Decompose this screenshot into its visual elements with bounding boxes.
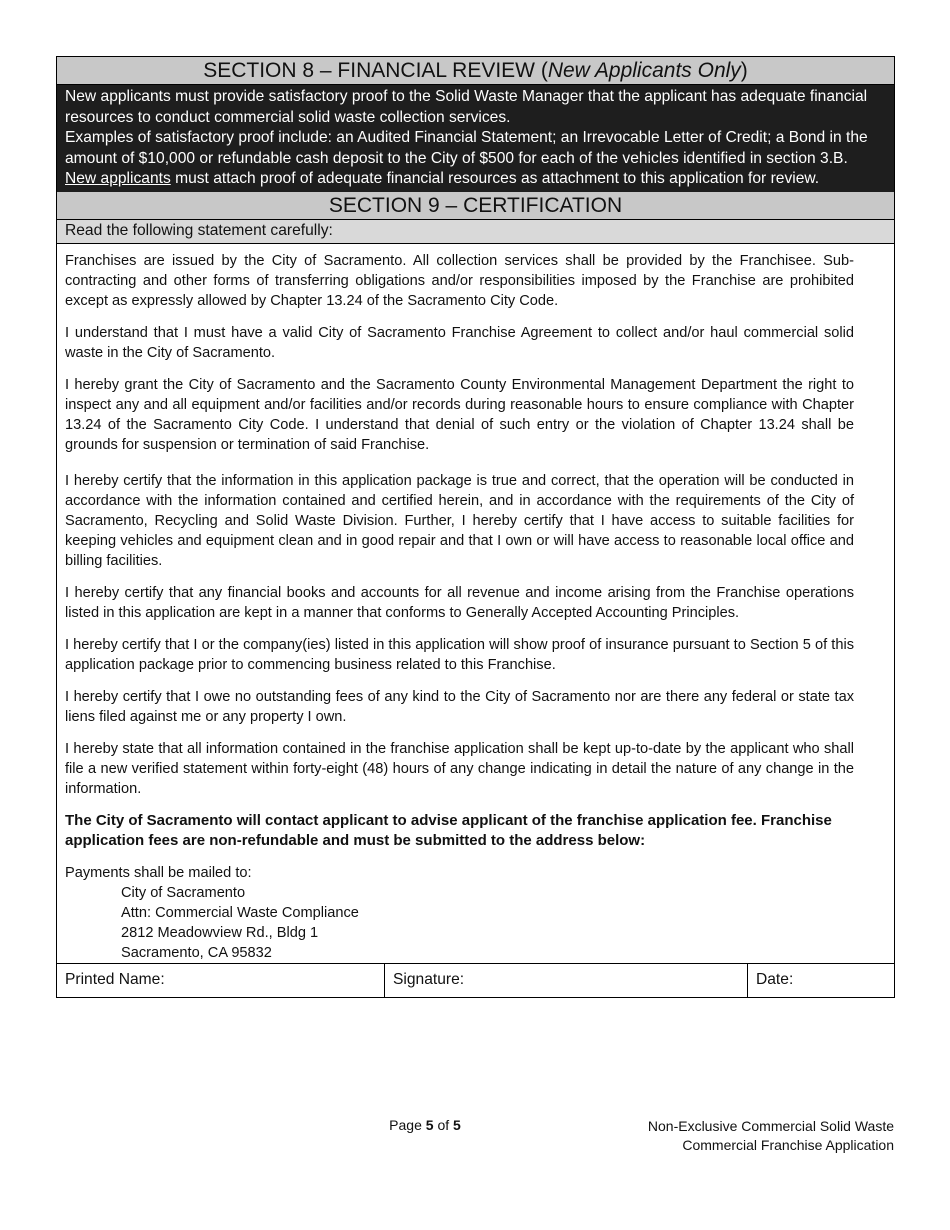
certification-subhead: Read the following statement carefully:	[57, 220, 894, 244]
section-8-title-close: )	[740, 59, 748, 82]
address-line: Sacramento, CA 95832	[121, 944, 272, 961]
page-number	[360, 1117, 490, 1133]
page-prefix: Page	[389, 1117, 426, 1133]
printed-name-label: Printed Name:	[65, 970, 165, 988]
section-8-header	[57, 57, 894, 85]
printed-name-field[interactable]	[57, 964, 385, 997]
date-field[interactable]	[748, 964, 894, 997]
address-line: Attn: Commercial Waste Compliance	[121, 904, 359, 921]
financial-review-para-1: New applicants must provide satisfactory proof to the Solid Waste Manager that the applicant has adequate financial resources to conduct commercial solid waste collection services.	[65, 88, 868, 126]
footer-title-line-2: Commercial Franchise Application	[682, 1137, 894, 1153]
financial-review-para-3	[65, 169, 886, 190]
date-label: Date:	[756, 970, 794, 988]
certification-paragraph: I hereby certify that I owe no outstanding fees of any kind to the City of Sacramento nor are there any federal or state tax liens filed against me or any property I own.	[65, 688, 854, 725]
payment-address-block	[65, 863, 854, 963]
application-form-page	[56, 56, 895, 998]
signature-label: Signature:	[393, 970, 465, 988]
certification-paragraph: I hereby certify that the information in this application package is true and correct, that the operation will be conducted in accordance with the information contained and certified herein, and in accordance with the requirements of the City of Sacramento, Recycling and Solid Waste Division. Further, I hereby certify that I have access to suitable facilities for keeping vehicles and equipment clean and in good repair and that I own or will have access to reasonable local office and billing facilities.	[65, 472, 854, 569]
certification-body	[57, 244, 894, 963]
page-total: 5	[453, 1117, 461, 1133]
financial-review-para-3-rest: must attach proof of adequate financial resources as attachment to this application for review.	[170, 170, 820, 187]
section-8-title-italic: New Applicants Only	[547, 59, 741, 82]
address-line: 2812 Meadowview Rd., Bldg 1	[121, 924, 319, 941]
signature-field[interactable]	[385, 964, 748, 997]
financial-review-box	[57, 85, 894, 192]
certification-paragraph: Franchises are issued by the City of Sacramento. All collection services shall be provided by the Franchisee. Sub-contracting and other forms of transferring obligations and/or responsibilities imposed by the Franchise are prohibited except as expressly allowed by Chapter 13.24 of the Sacramento City Code.	[65, 252, 854, 309]
signature-row	[57, 963, 894, 997]
page-of: of	[433, 1117, 454, 1133]
financial-review-para-2: Examples of satisfactory proof include: an Audited Financial Statement; an Irrevocable Letter of Credit; a Bond in the amount of $10,000 or refundable cash deposit to the City of $500 for each of the vehicles identified in section 3.B.	[65, 129, 868, 167]
footer-title-line-1: Non-Exclusive Commercial Solid Waste	[647, 1118, 894, 1134]
payments-label: Payments shall be mailed to:	[65, 864, 252, 881]
new-applicants-underlined: New applicants	[65, 170, 171, 187]
page-current: 5	[425, 1117, 434, 1133]
certification-paragraph: I hereby state that all information contained in the franchise application shall be kept up-to-date by the applicant who shall file a new verified statement within forty-eight (48) hours of any change indicating in detail the nature of any change in the information.	[65, 740, 854, 797]
section-9-header: SECTION 9 – CERTIFICATION	[57, 192, 894, 220]
certification-paragraph: I hereby grant the City of Sacramento and the Sacramento County Environmental Management Department the right to inspect any and all equipment and/or facilities and/or records during reasonable hours to ensure compliance with Chapter 13.24 of the Sacramento City Code. I understand that denial of such entry or the violation of Chapter 13.24 shall be grounds for suspension or termination of said Franchise.	[65, 376, 854, 453]
certification-paragraph: I hereby certify that any financial books and accounts for all revenue and income arising from the Franchise operations listed in this application are kept in a manner that conforms to Generally Accepted Accounting Principles.	[65, 584, 854, 621]
fee-notice: The City of Sacramento will contact applicant to advise applicant of the franchise application fee. Franchise application fees are non-refundable and must be submitted to the address below:	[65, 811, 832, 849]
certification-paragraph: I hereby certify that I or the company(ies) listed in this application will show proof of insurance pursuant to Section 5 of this application package prior to commencing business related to this Franchise.	[65, 636, 854, 673]
document-title-footer	[648, 1117, 894, 1155]
certification-paragraph: I understand that I must have a valid City of Sacramento Franchise Agreement to collect and/or haul commercial solid waste in the City of Sacramento.	[65, 324, 854, 361]
section-8-title: SECTION 8 – FINANCIAL REVIEW (	[203, 59, 548, 82]
address-line: City of Sacramento	[121, 884, 246, 901]
